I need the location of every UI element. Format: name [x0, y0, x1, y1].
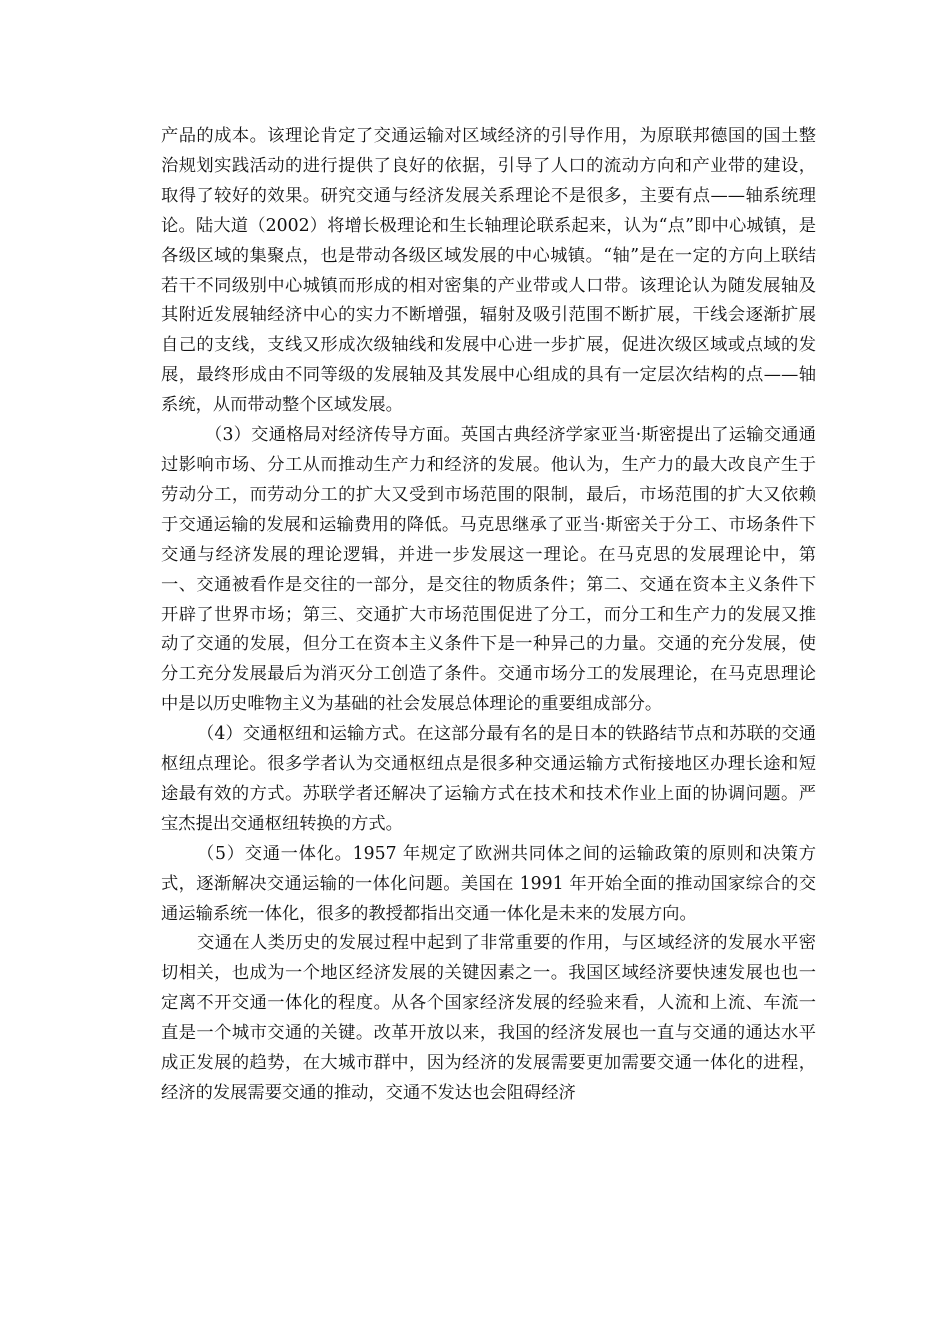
document-body [161, 122, 816, 1109]
paragraph-transport-hub: （4）交通枢纽和运输方式。在这部分最有名的是日本的铁路结节点和苏联的交通枢纽点理论。很多学者认为交通枢纽点是很多种交通运输方式衔接地区办理长途和短途最有效的方式。苏联学者还解决了运输方式在技术和技术作业上面的协调问题。严宝杰提出交通枢纽转换的方式。 [161, 724, 816, 834]
paragraph-transport-integration: （5）交通一体化。1957 年规定了欧洲共同体之间的运输政策的原则和决策方式，逐渐解决交通运输的一体化问题。美国在 1991 年开始全面的推动国家综合的交通运输系统一体化，很多的教授都指出交通一体化是未来的发展方向。 [161, 843, 816, 924]
paragraph-transport-history: 交通在人类历史的发展过程中起到了非常重要的作用，与区域经济的发展水平密切相关，也成为一个地区经济发展的关键因素之一。我国区域经济要快速发展也也一定离不开交通一体化的程度。从各个国家经济发展的经验来看，人流和上流、车流一直是一个城市交通的关键。改革开放以来，我国的经济发展也一直与交通的通达水平成正发展的趋势，在大城市群中，因为经济的发展需要更加需要交通一体化的进程，经济的发展需要交通的推动，交通不发达也会阻碍经济 [161, 933, 816, 1103]
paragraph-point-axis-theory: 产品的成本。该理论肯定了交通运输对区域经济的引导作用，为原联邦德国的国土整治规划实践活动的进行提供了良好的依据，引导了人口的流动方向和产业带的建设，取得了较好的效果。研究交通与经济发展关系理论不是很多，主要有点——轴系统理论。陆大道（2002）将增长极理论和生长轴理论联系起来，认为“点”即中心城镇，是各级区域的集聚点，也是带动各级区域发展的中心城镇。“轴”是在一定的方向上联结若干不同级别中心城镇而形成的相对密集的产业带或人口带。该理论认为随发展轴及其附近发展轴经济中心的实力不断增强，辐射及吸引范围不断扩展，干线会逐渐扩展自己的支线，支线又形成次级轴线和发展中心进一步扩展，促进次级区域或点域的发展，最终形成由不同等级的发展轴及其发展中心组成的具有一定层次结构的点——轴系统，从而带动整个区域发展。 [161, 126, 816, 416]
paragraph-transport-economy-transmission: （3）交通格局对经济传导方面。英国古典经济学家亚当·斯密提出了运输交通通过影响市场、分工从而推动生产力和经济的发展。他认为，生产力的最大改良产生于劳动分工，而劳动分工的扩大又受到市场范围的限制，最后，市场范围的扩大又依赖于交通运输的发展和运输费用的降低。马克思继承了亚当·斯密关于分工、市场条件下交通与经济发展的理论逻辑，并进一步发展这一理论。在马克思的发展理论中，第一、交通被看作是交往的一部分，是交往的物质条件；第二、交通在资本主义条件下开辟了世界市场；第三、交通扩大市场范围促进了分工，而分工和生产力的发展又推动了交通的发展，但分工在资本主义条件下是一种异己的力量。交通的充分发展，使分工充分发展最后为消灭分工创造了条件。交通市场分工的发展理论，在马克思理论中是以历史唯物主义为基础的社会发展总体理论的重要组成部分。 [161, 425, 816, 715]
